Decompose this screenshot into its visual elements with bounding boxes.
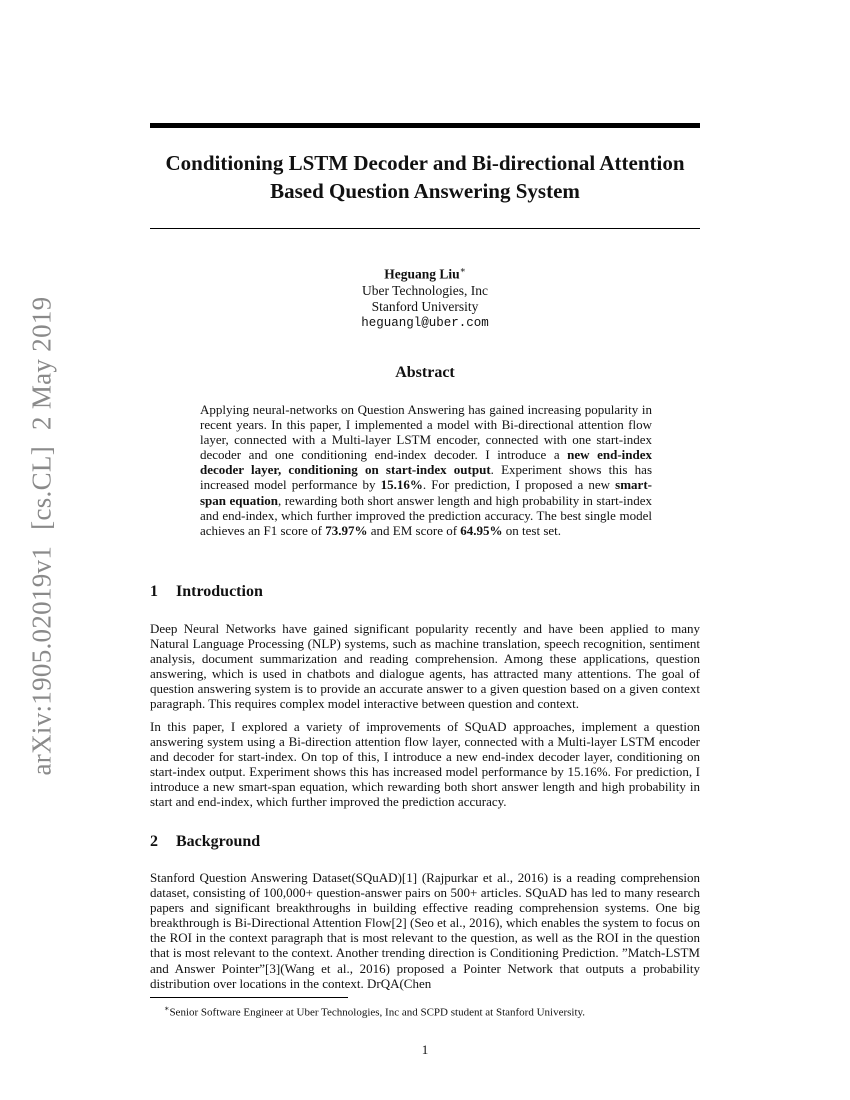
abstract-text [200, 402, 652, 538]
abstract-highlight-smart-span: smart-span equation [200, 477, 652, 508]
section-background-heading [150, 833, 700, 851]
author-footnote-mark: ∗ [459, 265, 466, 275]
abstract-highlight-improvement: 15.16% [380, 477, 423, 493]
author-name-line [150, 262, 700, 283]
author-university: Stanford University [371, 298, 479, 314]
author-email: heguangl@uber.com [361, 315, 489, 330]
author-block [150, 262, 700, 331]
author-affiliation: Uber Technologies, Inc [362, 282, 488, 298]
section-title: Introduction [176, 583, 263, 600]
section-introduction-heading [150, 583, 700, 601]
background-paragraph-1: Stanford Question Answering Dataset(SQuAD)[1] (Rajpurkar et al., 2016) is a reading comprehension dataset, consisting of 100,000+ question-answer pairs on 500+ articles. SQuAD has led to many research papers and significant breakthroughs in building effective reading comprehension systems. One big breakthrough is Bi-Directional Attention Flow[2] (Seo et al., 2016), which enables the system to focus on the ROI in the context paragraph that is most relevant to the question, as well as the ROI in the question that is most relevant to the context. Another trending direction is Conditioning Prediction. ”Match-LSTM and Answer Pointer”[3](Wang et al., 2016) proposed a Pointer Network that outputs a probability distribution over locations in the context. DrQA(Chen [150, 870, 700, 991]
page-number: 1 [421, 1042, 429, 1057]
section-title: Background [176, 833, 261, 850]
abstract-text-4: , rewarding both short answer length and high probability in start-index and end-index, which further improved the prediction accuracy. The best single model achieves an F1 score of [200, 492, 652, 538]
footnote [164, 1002, 700, 1020]
abstract-text-5: and EM score of [367, 522, 461, 538]
arxiv-identifier-stamp [27, 297, 58, 776]
section-number: 1 [150, 583, 158, 600]
arxiv-id: arXiv:1905.02019v1 [26, 545, 57, 776]
title-top-rule [150, 123, 700, 128]
section-number: 2 [150, 833, 158, 850]
abstract-text-2: . Experiment shows this has increased model performance by [200, 462, 653, 493]
introduction-paragraph-1: Deep Neural Networks have gained significant popularity recently and have been applied to many Natural Language Processing (NLP) systems, such as machine translation, speech recognition, sentiment analysis, document summarization and reading comprehension. Among these applications, question answering, which is used in chatbots and dialogue agents, has attracted many attentions. The goal of question answering system is to provide an accurate answer to a given question based on a given context paragraph. This requires complex model interactive between question and context. [150, 621, 700, 712]
abstract-highlight-f1: 73.97% [325, 522, 368, 538]
abstract-text-3: . For prediction, I proposed a new [422, 477, 616, 493]
abstract-heading: Abstract [395, 364, 455, 381]
title-bottom-rule [150, 228, 700, 229]
paper-title: Conditioning LSTM Decoder and Bi-directional Attention Based Question Answering System [165, 151, 685, 203]
footnote-rule [150, 997, 348, 998]
abstract-text-1: Applying neural-networks on Question Answering has gained increasing popularity in recent years. In this paper, I implemented a model with Bi-directional attention flow layer, connected with a Multi-layer LSTM encoder, connected with one start-index decoder and one conditioning end-index decoder. I introduce a [200, 402, 652, 463]
arxiv-date: 2 May 2019 [26, 296, 57, 431]
abstract-highlight-em: 64.95% [460, 522, 503, 538]
author-name: Heguang Liu [384, 266, 460, 282]
footnote-mark: ∗ [164, 1004, 170, 1013]
introduction-paragraph-2: In this paper, I explored a variety of improvements of SQuAD approaches, implement a question answering system using a Bi-direction attention flow layer, connected with a Multi-layer LSTM encoder and decoder for start-index. On top of this, I introduce a new end-index decoder layer, conditioning on start-index output. Experiment shows this has increased model performance by 15.16%. For prediction, I introduce a new smart-span equation, which rewarding both short answer length and high probability in start and end-index, which further improved the prediction accuracy. [150, 719, 700, 810]
footnote-text: Senior Software Engineer at Uber Technologies, Inc and SCPD student at Stanford University. [169, 1006, 586, 1019]
abstract-highlight-decoder: new end-index decoder layer, conditioning on start-index output [200, 447, 652, 478]
abstract-text-6: on test set. [502, 522, 562, 538]
arxiv-category: [cs.CL] [26, 446, 57, 530]
